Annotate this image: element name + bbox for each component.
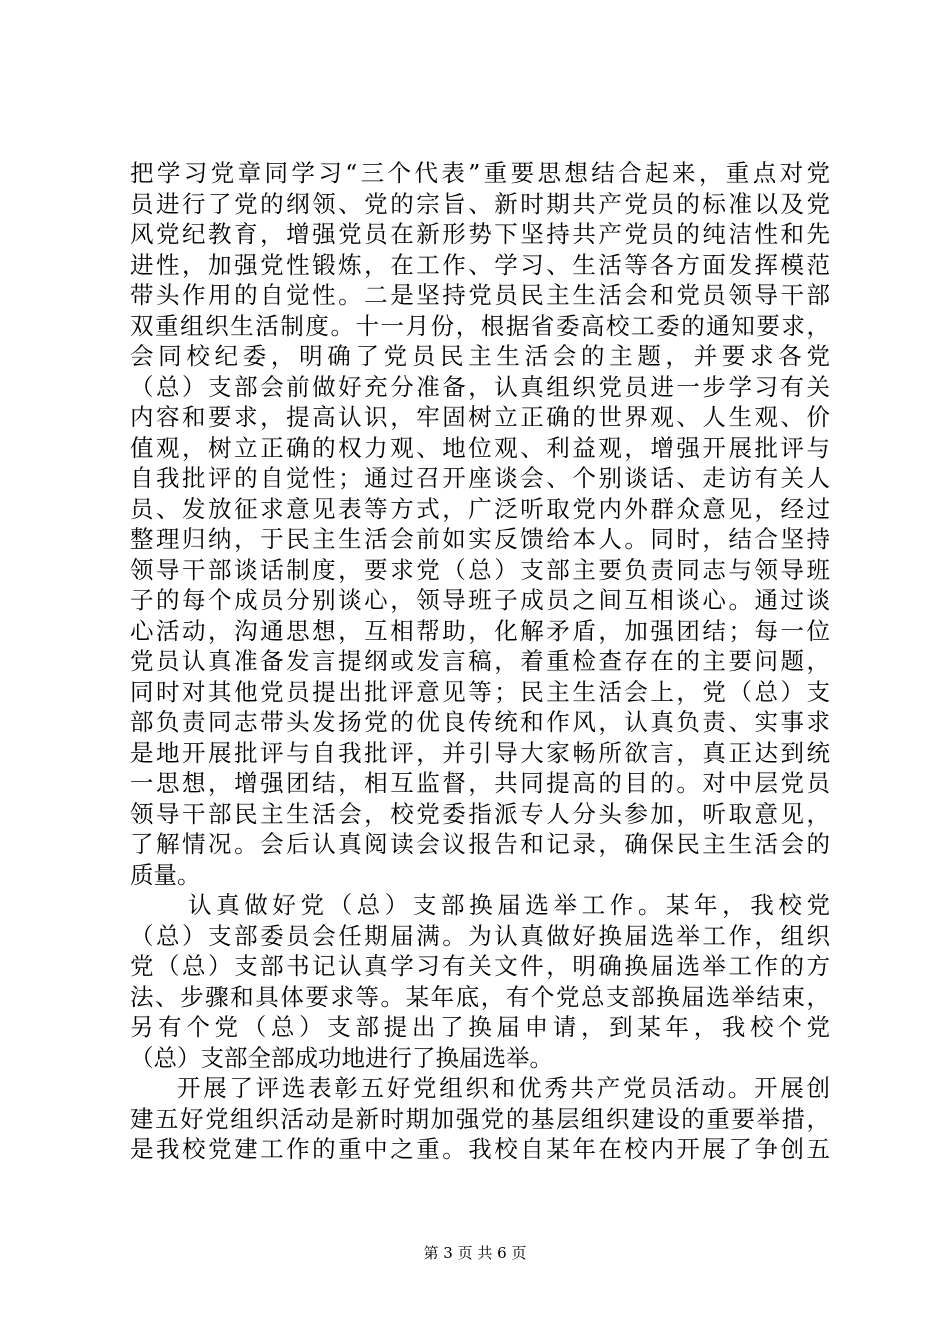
text-line: 子的每个成员分别谈心，领导班子成员之间互相谈心。通过谈: [130, 586, 830, 614]
text-line: 内容和要求，提高认识，牢固树立正确的世界观、人生观、价: [130, 403, 830, 431]
text-line: 另有个党（总）支部提出了换届申请，到某年，我校个党: [130, 1013, 830, 1041]
text-line: 领导干部民主生活会，校党委指派专人分头参加，听取意见，: [130, 799, 830, 828]
text-line: 双重组织生活制度。十一月份，根据省委高校工委的通知要求，: [130, 311, 830, 340]
text-line: 自我批评的自觉性；通过召开座谈会、个别谈话、走访有关人: [130, 464, 830, 492]
text-line: 会同校纪委，明确了党员民主生活会的主题，并要求各党: [130, 342, 830, 370]
text-line: 领导干部谈话制度，要求党（总）支部主要负责同志与领导班: [130, 555, 830, 584]
text-line: 部负责同志带头发扬党的优良传统和作风，认真负责、实事求: [130, 708, 830, 736]
text-line: 法、步骤和具体要求等。某年底，有个党总支部换届选举结束，: [130, 982, 830, 1011]
text-line: 开展了评选表彰五好党组织和优秀共产党员活动。开展创: [177, 1074, 830, 1102]
text-line: 整理归纳，于民主生活会前如实反馈给本人。同时，结合坚持: [130, 525, 830, 553]
text-line: 党员认真准备发言提纲或发言稿，着重检查存在的主要问题，: [130, 647, 830, 675]
text-line: （总）支部全部成功地进行了换届选举。: [130, 1043, 553, 1072]
text-line: 是地开展批评与自我批评，并引导大家畅所欲言，真正达到统: [130, 738, 830, 767]
text-line: 党（总）支部书记认真学习有关文件，明确换届选举工作的方: [130, 952, 830, 980]
text-line: 是我校党建工作的重中之重。我校自某年在校内开展了争创五: [130, 1135, 830, 1163]
paragraph-democratic-life: [130, 158, 830, 890]
text-line: 员进行了党的纲领、党的宗旨、新时期共产党员的标准以及党: [130, 189, 830, 218]
page-number-footer: 第 3 页 共 6 页: [423, 1244, 527, 1262]
document-body: [130, 158, 830, 1165]
text-line: 质量。: [130, 860, 201, 889]
paragraph-commendation: [130, 1073, 830, 1165]
text-line: 了解情况。会后认真阅读会议报告和记录，确保民主生活会的: [130, 830, 830, 858]
text-line: 一思想，增强团结，相互监督，共同提高的目的。对中层党员: [130, 769, 830, 797]
text-line: 心活动，沟通思想，互相帮助，化解矛盾，加强团结；每一位: [130, 616, 830, 645]
text-line: 认真做好党（总）支部换届选举工作。某年，我校党: [188, 891, 830, 919]
text-line: 员、发放征求意见表等方式，广泛听取党内外群众意见，经过: [130, 494, 830, 523]
text-line: 带头作用的自觉性。二是坚持党员民主生活会和党员领导干部: [130, 281, 830, 309]
text-line: 同时对其他党员提出批评意见等；民主生活会上，党（总）支: [130, 677, 830, 706]
text-line: （总）支部会前做好充分准备，认真组织党员进一步学习有关: [130, 372, 830, 401]
text-line: （总）支部委员会任期届满。为认真做好换届选举工作，组织: [130, 921, 830, 950]
paragraph-election: [130, 890, 830, 1073]
text-line: 建五好党组织活动是新时期加强党的基层组织建设的重要举措，: [130, 1104, 830, 1133]
text-line: 值观，树立正确的权力观、地位观、利益观，增强开展批评与: [130, 433, 830, 462]
text-line: 风党纪教育，增强党员在新形势下坚持共产党员的纯洁性和先: [130, 220, 830, 248]
text-line: 进性，加强党性锻炼，在工作、学习、生活等各方面发挥模范: [130, 250, 830, 279]
text-line: 把学习党章同学习“三个代表”重要思想结合起来，重点对党: [130, 159, 830, 187]
